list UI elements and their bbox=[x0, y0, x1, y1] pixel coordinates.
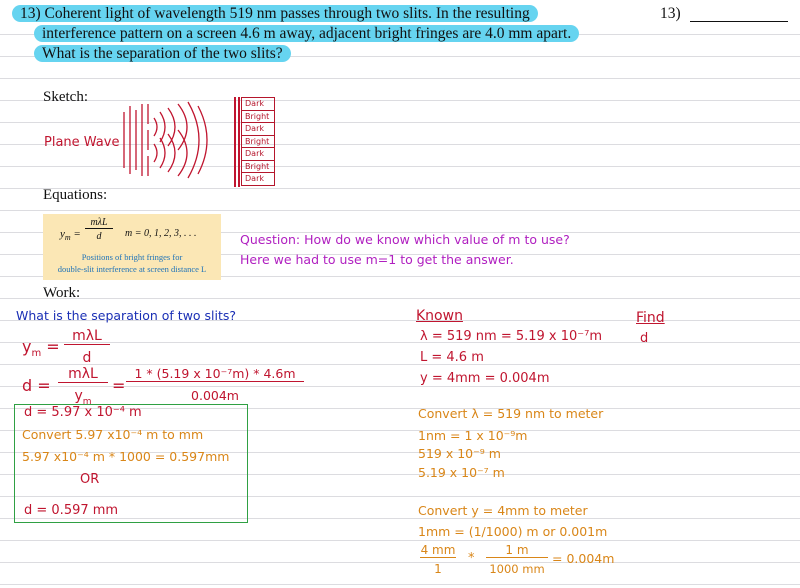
eq-numerator: mλL bbox=[85, 217, 113, 229]
sketch-label: Sketch: bbox=[43, 89, 88, 105]
known-title: Known bbox=[416, 308, 463, 324]
convert-y-line: Convert y = 4mm to meter bbox=[418, 503, 588, 518]
convert-lambda-line: 5.19 x 10⁻⁷ m bbox=[418, 465, 505, 480]
question-line-2: interference pattern on a screen 4.6 m away, adjacent bright fringes are 4.0 mm apart. bbox=[34, 25, 579, 43]
final-fraction-2-denominator: 1000 mm bbox=[489, 562, 545, 576]
eq-caption-1: Positions of bright fringes for bbox=[81, 252, 183, 262]
eq-caption-2: double-slit interference at screen distance L bbox=[57, 264, 207, 274]
work-eq2-numerator: mλL bbox=[58, 366, 108, 383]
fringe-table bbox=[241, 97, 275, 186]
final-result: = 0.004m bbox=[552, 551, 615, 566]
known-item: y = 4mm = 0.004m bbox=[420, 371, 550, 386]
question-line-1: 13) Coherent light of wavelength 519 nm passes through two slits. In the resulting bbox=[12, 5, 538, 23]
work-eq1-denominator: d bbox=[82, 350, 92, 366]
screen-edge-2 bbox=[238, 97, 240, 187]
screen-edge-1 bbox=[234, 97, 236, 187]
fringe-cell: Bright bbox=[242, 136, 274, 149]
final-operator: * bbox=[468, 551, 475, 566]
answer-line[interactable] bbox=[690, 21, 788, 22]
plane-wave-label: Plane Wave bbox=[44, 135, 120, 150]
answer-number: 13) bbox=[660, 5, 681, 22]
final-fraction-2-numerator: 1 m bbox=[486, 543, 548, 558]
work-eq2-denominator2: 0.004m bbox=[191, 388, 239, 403]
fringe-cell: Dark bbox=[242, 173, 274, 186]
convert-lambda-line: 519 x 10⁻⁹ m bbox=[418, 446, 501, 461]
convert-lambda-line: Convert λ = 519 nm to meter bbox=[418, 406, 604, 421]
final-fraction-1-numerator: 4 mm bbox=[420, 543, 456, 557]
fringe-cell: Bright bbox=[242, 161, 274, 174]
equation-box bbox=[43, 214, 221, 280]
work-eq2-numerator2: 1 * (5.19 x 10⁻⁷m) * 4.6m bbox=[126, 366, 304, 382]
note-line-2: Here we had to use m=1 to get the answer. bbox=[240, 252, 514, 267]
answer-line-1: d = 5.97 x 10⁻⁴ m bbox=[24, 405, 142, 420]
known-item: λ = 519 nm = 5.19 x 10⁻⁷m bbox=[420, 329, 603, 344]
question-line-3: What is the separation of the two slits? bbox=[34, 45, 291, 63]
wave-sketch bbox=[118, 100, 228, 180]
work-eq1-numerator: mλL bbox=[64, 328, 110, 345]
final-fraction-1-denominator: 1 bbox=[434, 562, 442, 576]
work-eq2-equals: = bbox=[112, 376, 126, 395]
fringe-cell: Bright bbox=[242, 111, 274, 124]
fringe-cell: Dark bbox=[242, 148, 274, 161]
fringe-cell: Dark bbox=[242, 123, 274, 136]
eq-m-values: m = 0, 1, 2, 3, . . . bbox=[125, 228, 197, 239]
note-line-1: Question: How do we know which value of m to use? bbox=[240, 232, 570, 247]
answer-line-3: 5.97 x10⁻⁴ m * 1000 = 0.597mm bbox=[22, 449, 230, 464]
work-label: Work: bbox=[43, 285, 81, 301]
work-eq2-denominator: $y_m$ bbox=[74, 388, 92, 407]
find-title: Find bbox=[636, 310, 665, 326]
equations-label: Equations: bbox=[43, 187, 108, 203]
eq-lhs: $y_m$ = bbox=[60, 228, 81, 243]
eq-denominator: d bbox=[96, 231, 102, 242]
find-item: d bbox=[640, 331, 649, 346]
work-prompt: What is the separation of two slits? bbox=[16, 308, 237, 323]
known-item: L = 4.6 m bbox=[420, 350, 484, 365]
fringe-cell: Dark bbox=[242, 98, 274, 111]
answer-line-or: OR bbox=[80, 472, 100, 487]
work-eq1-lhs: $y_m$ = bbox=[22, 337, 60, 360]
convert-lambda-line: 1nm = 1 x 10⁻⁹m bbox=[418, 428, 528, 443]
answer-line-final: d = 0.597 mm bbox=[24, 503, 119, 518]
convert-y-line: 1mm = (1/1000) m or 0.001m bbox=[418, 524, 608, 539]
answer-line-2: Convert 5.97 x10⁻⁴ m to mm bbox=[22, 427, 204, 442]
work-eq2-lhs: d = bbox=[22, 376, 51, 395]
